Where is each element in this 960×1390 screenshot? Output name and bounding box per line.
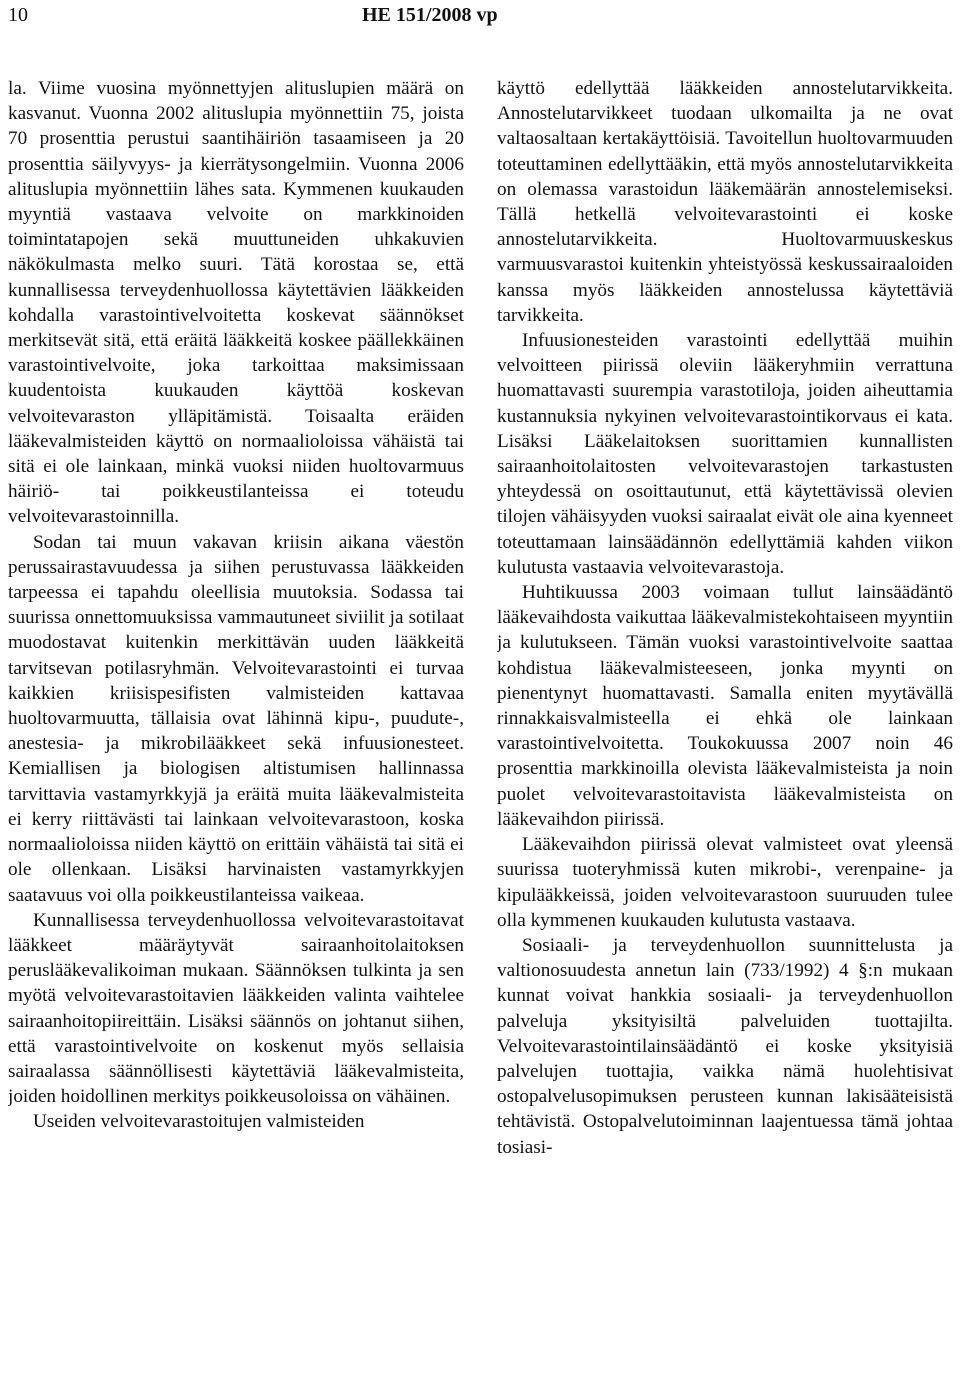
paragraph: Infuusionesteiden varastointi edellyttää muihin velvoitteen piirissä oleviin lääkeryhmiin verrattuna huomattavasti suurempia varastotiloja, joiden aiheuttamia kustannuksia nykyinen velvoitevarastointikorvaus ei kata. Lisäksi Lääkelaitoksen suorittamien kunnallisten sairaanhoitolaitosten velvoitevarastojen tarkastusten yhteydessä on osoittautunut, että käytettävissä olevien tilojen vähäisyyden vuoksi sairaalat eivät ole aina kyenneet toteuttamaan lainsäädännön edellyttämiä kahden viikon kulutusta vastaavia velvoitevarastoja. xyxy=(497,330,953,578)
page-header xyxy=(0,0,960,40)
paragraph: la. Viime vuosina myönnettyjen alituslupien määrä on kasvanut. Vuonna 2002 alituslupia myönnettiin 75, joista 70 prosenttia perustui saantihäiriön tasaamiseen ja 20 prosenttia säilyvyys- ja kierrätysongelmiin. Vuonna 2006 alituslupia myönnettiin lähes sata. Kymmenen kuukauden myyntiä vastaava velvoite on markkinoiden toimintatapojen sekä muuttuneiden uhkakuvien näkökulmasta melko suuri. Tätä korostaa se, että kunnallisessa terveydenhuollossa käytettävien lääkkeiden kohdalla varastointivelvoitetta koskevat säännökset merkitsevät sitä, että eräitä lääkkeitä koskee päällekkäinen varastointivelvoite, joka tarkoittaa maksimissaan kuudentoista kuukauden käyttöä koskevan velvoitevaraston ylläpitämistä. Toisaalta eräiden lääkevalmisteiden käyttö on normaalioloissa vähäistä tai sitä ei ole lainkaan, minkä vuoksi niiden huoltovarmuus häiriö- tai poikkeustilanteissa ei toteudu velvoitevarastoinnilla. xyxy=(8,78,464,528)
page-number: 10 xyxy=(8,4,28,26)
paragraph: Sodan tai muun vakavan kriisin aikana väestön perussairastavuudessa ja siihen perustuvassa lääkkeiden tarpeessa ei tapahdu oleellisia muutoksia. Sodassa tai suurissa onnettomuuksissa vammautuneet siviilit ja sotilaat muodostavat kuitenkin merkittävän uuden lääkkeitä tarvitsevan potilasryhmän. Velvoitevarastointi ei turvaa kaikkien kriisispesifisten valmisteiden kattavaa huoltovarmuutta, tällaisia ovat lähinnä kipu-, puudute-, anestesia- ja mikrobilääkkeet sekä infuusionesteet. Kemiallisen ja biologisen altistumisen hallinnassa tarvittavia vastamyrkkyjä ja eräitä muita lääkevalmisteita ei kerry riittävästi tai lainkaan velvoitevarastoon, koska normaalioloissa niiden käyttö on erittäin vähäistä tai sitä ei ole ollenkaan. Lisäksi harvinaisten vastamyrkkyjen saatavuus voi olla poikkeustilanteissa vaikeaa. xyxy=(8,531,464,906)
paragraph: Lääkevaihdon piirissä olevat valmisteet ovat yleensä suurissa tuoteryhmissä kuten mikrobi-, verenpaine- ja kipulääkkeissä, joiden velvoitevarastoon suuruuden tulee olla kymmenen kuukauden kulutusta vastaava. xyxy=(497,834,953,931)
paragraph: Huhtikuussa 2003 voimaan tullut lainsäädäntö lääkevaihdosta vaikuttaa lääkevalmistekohtaiseen myyntiin ja kulutukseen. Tämän vuoksi varastointivelvoite saattaa kohdistua lääkevalmisteeseen, jonka myynti on pienentynyt huomattavasti. Samalla eniten myytävällä rinnakkaisvalmisteella ei ehkä ole lainkaan varastointivelvoitetta. Toukokuussa 2007 noin 46 prosenttia markkinoilla olevista lääkevalmisteista ja noin puolet velvoitevarastoitavista lääkevalmisteista on lääkevaihdon piirissä. xyxy=(497,582,953,830)
right-column xyxy=(497,76,953,1386)
paragraph: Sosiaali- ja terveydenhuollon suunnittelusta ja valtionosuudesta annetun lain (733/1992) 4 §:n mukaan kunnat voivat hankkia sosiaali- ja terveydenhuollon palveluja yksityisiltä palveluiden tuottajilta. Velvoitevarastointilainsäädäntö ei koske yksityisiä palvelujen tuottajia, vaikka nämä huolehtisivat ostopalvelusopimuksen perusteen kunnan lakisääteisistä tehtävistä. Ostopalvelutoiminnan laajentuessa tämä johtaa tosiasi- xyxy=(497,934,953,1158)
paragraph: käyttö edellyttää lääkkeiden annostelutarvikkeita. Annostelutarvikkeet tuodaan ulkomailta ja ne ovat valtaosaltaan kertakäyttöisiä. Tavoitellun huoltovarmuuden toteuttaminen edellyttääkin, että myös annostelutarvikkeita on olemassa varastoidun lääkemäärän annostelemiseksi. Tällä hetkellä velvoitevarastointi ei koske annostelutarvikkeita. Huoltovarmuuskeskus varmuusvarastoi kuitenkin yhteistyössä keskussairaaloiden kanssa myös lääkkeiden annostelussa käytettäviä tarvikkeita. xyxy=(497,78,953,326)
paragraph: Useiden velvoitevarastoitujen valmisteiden xyxy=(33,1111,365,1133)
left-column xyxy=(8,76,464,1386)
paragraph: Kunnallisessa terveydenhuollossa velvoitevarastoitavat lääkkeet määräytyvät sairaanhoitolaitoksen peruslääkevalikoiman mukaan. Säännöksen tulkinta ja sen myötä velvoitevarastoitavien lääkkeiden valinta vaihtelee sairaanhoitopiireittäin. Lisäksi säännös on johtanut siihen, että varastointivelvoite on koskenut myös sellaisia sairaalassa säännöllisesti käytettäviä lääkevalmisteita, joiden hoidollinen merkitys poikkeusoloissa on vähäinen. xyxy=(8,909,464,1108)
document-id: HE 151/2008 vp xyxy=(362,4,498,26)
